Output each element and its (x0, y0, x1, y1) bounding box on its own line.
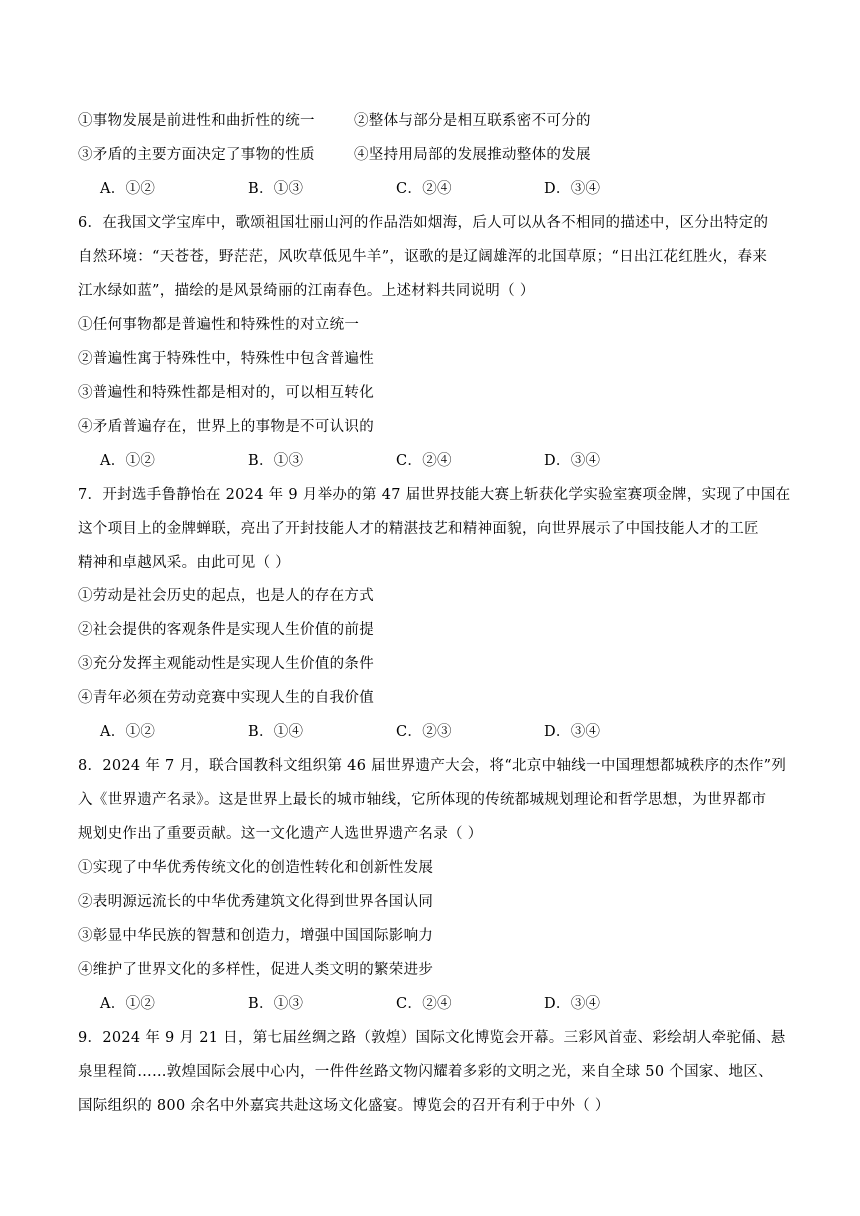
q8-option-1: ①实现了中华优秀传统文化的创造性转化和创新性发展 (78, 860, 434, 876)
q8-choice-d: D．③④ (544, 996, 601, 1012)
q6-option-4: ④矛盾普遍存在，世界上的事物是不可认识的 (78, 419, 374, 435)
q5-options-row-2 (78, 145, 591, 165)
q5-choices (100, 179, 692, 199)
q8-option-4: ④维护了世界文化的多样性，促进人类文明的繁荣进步 (78, 962, 434, 978)
q6-stem-line-2: 自然环境：“天苍苍，野茫茫，风吹草低见牛羊”，讴歌的是辽阔雄浑的北国草原；“日出江花红胜火，春来 (78, 249, 768, 265)
q6-choice-a: A．①② (100, 453, 156, 469)
q5-choice-a: A．①② (100, 181, 156, 197)
q6-stem-line-1: 6．在我国文学宝库中，歌颂祖国壮丽山河的作品浩如烟海，后人可以从各不相同的描述中，区分出特定的 (78, 215, 769, 231)
q7-option-1: ①劳动是社会历史的起点，也是人的存在方式 (78, 588, 374, 604)
q7-option-3: ③充分发挥主观能动性是实现人生价值的条件 (78, 656, 374, 672)
q7-option-2: ②社会提供的客观条件是实现人生价值的前提 (78, 622, 374, 638)
q9-stem-line-2: 泉里程简……敦煌国际会展中心内，一件件丝路文物闪耀着多彩的文明之光，来自全球 50 个国家、地区、 (78, 1064, 773, 1080)
q5-choice-d: D．③④ (544, 181, 601, 197)
q8-option-3: ③彰显中华民族的智慧和创造力，增强中国国际影响力 (78, 928, 434, 944)
q7-stem-line-1: 7．开封选手鲁静怡在 2024 年 9 月举办的第 47 届世界技能大赛上斩获化学实验室赛项金牌，实现了中国在 (78, 487, 791, 503)
q7-choice-c: C．②③ (396, 724, 452, 740)
q9-stem-line-1: 9．2024 年 9 月 21 日，第七届丝绸之路（敦煌）国际文化博览会开幕。三彩风首壶、彩绘胡人牵驼俑、悬 (78, 1030, 786, 1046)
q8-choice-a: A．①② (100, 996, 156, 1012)
q5-option-4: ④坚持用局部的发展推动整体的发展 (354, 147, 591, 163)
q6-option-2: ②普遍性寓于特殊性中，特殊性中包含普遍性 (78, 351, 374, 367)
q7-choices (100, 722, 692, 742)
q8-stem-line-2: 入《世界遗产名录》。这是世界上最长的城市轴线，它所体现的传统都城规划理论和哲学思想，为世界都市 (78, 792, 767, 808)
q7-stem-line-2: 这个项目上的金牌蝉联，亮出了开封技能人才的精湛技艺和精神面貌，向世界展示了中国技能人才的工匠 (78, 521, 759, 537)
q6-stem-line-3: 江水绿如蓝”，描绘的是风景绮丽的江南春色。上述材料共同说明（ ） (78, 283, 535, 299)
q7-choice-d: D．③④ (544, 724, 601, 740)
q8-choice-c: C．②④ (396, 996, 452, 1012)
q6-choice-d: D．③④ (544, 453, 601, 469)
q8-option-2: ②表明源远流长的中华优秀建筑文化得到世界各国认同 (78, 894, 434, 910)
q6-choices (100, 451, 692, 471)
q5-option-2: ②整体与部分是相互联系密不可分的 (354, 113, 591, 129)
q9-stem-line-3: 国际组织的 800 余名中外嘉宾共赴这场文化盛宴。博览会的召开有利于中外（ ） (78, 1098, 610, 1114)
q7-choice-b: B．①④ (248, 724, 304, 740)
q6-choice-b: B．①③ (248, 453, 304, 469)
q5-options-row-1 (78, 111, 591, 131)
q5-option-3: ③矛盾的主要方面决定了事物的性质 (78, 147, 315, 163)
q7-option-4: ④青年必须在劳动竞赛中实现人生的自我价值 (78, 690, 374, 706)
q8-choices (100, 994, 692, 1014)
q8-choice-b: B．①③ (248, 996, 304, 1012)
q5-choice-c: C．②④ (396, 181, 452, 197)
q7-stem-line-3: 精神和卓越风采。由此可见（ ） (78, 555, 291, 571)
q5-option-1: ①事物发展是前进性和曲折性的统一 (78, 113, 315, 129)
q6-option-1: ①任何事物都是普遍性和特殊性的对立统一 (78, 317, 360, 333)
q6-choice-c: C．②④ (396, 453, 452, 469)
q6-option-3: ③普遍性和特殊性都是相对的，可以相互转化 (78, 385, 374, 401)
q5-choice-b: B．①③ (248, 181, 304, 197)
q8-stem-line-3: 规划史作出了重要贡献。这一文化遗产人选世界遗产名录（ ） (78, 826, 483, 842)
q8-stem-line-1: 8．2024 年 7 月，联合国教科文组织第 46 届世界遗产大会，将“北京中轴线一中国理想都城秩序的杰作”列 (78, 758, 787, 774)
q7-choice-a: A．①② (100, 724, 156, 740)
